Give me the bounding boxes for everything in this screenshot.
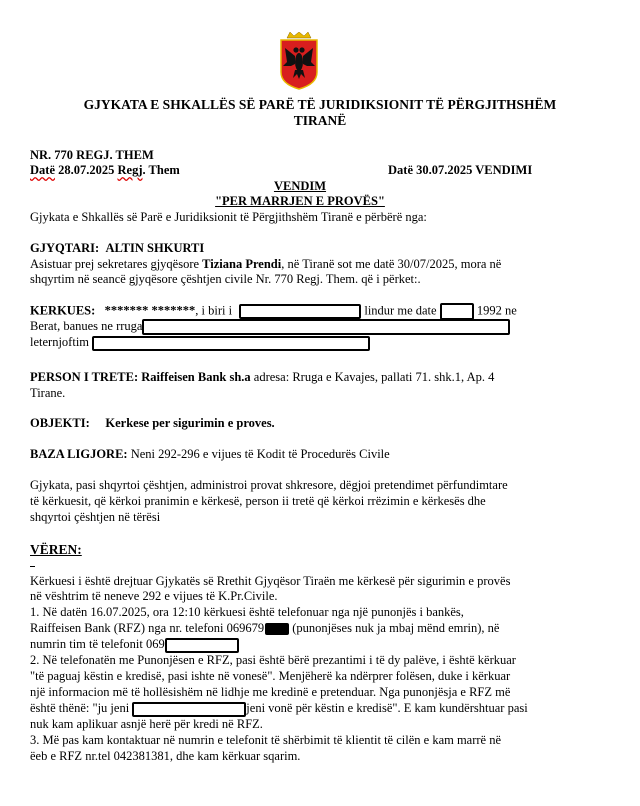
judge-name: ALTIN SHKURTI — [105, 241, 205, 255]
decision-subtitle: "PER MARRJEN E PROVËS" — [215, 194, 385, 208]
decision-date: Datë 30.07.2025 VENDIMI — [388, 163, 533, 177]
third-party-city: Tirane. — [30, 386, 66, 400]
body-p3-line2: ëeb e RFZ nr.tel 042381381, dhe kam kërkuar sqarim. — [30, 749, 301, 763]
body-p1-line3 — [30, 637, 239, 653]
body-p2-line4 — [30, 701, 528, 717]
registration-date — [30, 163, 180, 178]
judge-paragraph-line1 — [30, 257, 501, 272]
redacted-father-name — [239, 304, 361, 319]
bank-phone-text: Raiffeisen Bank (RFZ) nga nr. telefoni 069679 — [30, 621, 265, 635]
court-title-line2: TIRANË — [293, 113, 347, 128]
objekti-value: Kerkese per sigurimin e proves. — [105, 416, 275, 430]
third-party-line1 — [30, 370, 494, 385]
body-p2-line1: 2. Në telefonatën me Punonjësen e RFZ, pasi është bërë prezantimi i të dy palëve, i është kërkuar — [30, 653, 516, 667]
judge-line — [30, 241, 204, 256]
veren-heading: VËREN: — [30, 542, 82, 557]
third-party-label: PERSON I TRETE: — [30, 370, 139, 384]
kerkues-name-masked: ******* ******* — [104, 303, 196, 318]
date-prefix: Datë — [30, 163, 55, 177]
proceedings-line3: shqyrtoi çështjen në tërësi — [30, 510, 161, 524]
body-p2-line2: "të paguaj këstin e kredisë, pasi ishte në vonesë". Menjëherë ka ndërprer folësen, duke i kërkuar — [30, 669, 511, 683]
body-p3-line1: 3. Më pas kam kontaktuar në numrin e telefonit të shërbimit të klientit të cilën e kam marrë në — [30, 733, 502, 747]
secretary-name: Tiziana Prendi — [202, 257, 282, 271]
proceedings-line1: Gjykata, pasi shqyrtoi çështjen, administroi provat shkresore, dëgjoi pretendimet përfundimtare — [30, 478, 508, 492]
legal-basis-value: Neni 292-296 e vijues të Kodit të Procedurës Civile — [127, 447, 390, 461]
redacted-birth-date — [440, 303, 474, 320]
section-marker — [30, 566, 35, 567]
kerkues-line1 — [30, 303, 517, 320]
body-p0-line1: Kërkuesi i është drejtuar Gjykatës së Rrethit Gjyqësor Tiraën me kërkesë për sigurimin e provës — [30, 574, 511, 588]
judge-paragraph-line2: shqyrtim në seancë gjyqësore çështjen civile Nr. 770 Regj. Them. që i përket:. — [30, 272, 421, 286]
regj-word: Regj — [117, 163, 143, 177]
body-p1-line1: 1. Në datën 16.07.2025, ora 12:10 kërkuesi është telefonuar nga një punonjës i bankës, — [30, 605, 464, 619]
body-p0-line2: në vështrim të neneve 292 e vijues të K.Pr.Civile. — [30, 589, 278, 603]
proceedings-line2: të kërkuesit, që kërkoi pranimin e kërkesë, person ii tretë që kërkoi rrëzimin e kërkesës dhe — [30, 494, 486, 508]
date-suffix: . Them — [142, 163, 180, 177]
son-of-text: , i biri i — [195, 303, 233, 318]
body-p2-line3: një informacion më të hollësishëm në lidhje me kredinë e pretenduar. Nga punonjësja e RFZ më — [30, 685, 511, 699]
employee-note: (punonjëses nuk ja mbaj mënd emrin), në — [289, 621, 500, 635]
objekti-label: OBJEKTI: — [30, 416, 90, 430]
objekti-line — [30, 416, 275, 431]
third-party-address: adresa: Rruga e Kavajes, pallati 71. shk.1, Ap. 4 — [250, 370, 495, 384]
intro-text: Gjykata e Shkallës së Parë e Juridiksionit të Përgjithshëm Tiranë e përbërë nga: — [30, 210, 427, 224]
court-title-line1: GJYKATA E SHKALLËS SË PARË TË JURIDIKSIONIT TË PËRGJITHSHËM — [83, 97, 557, 112]
quote-start: është thënë: "ju jeni — [30, 701, 130, 715]
kerkues-label: KERKUES: — [30, 303, 96, 318]
redacted-id-number — [92, 336, 370, 351]
legal-basis-label: BAZA LIGJORE: — [30, 447, 128, 461]
judge-date-text: , në Tiranë sot me datë 30/07/2025, mora në — [281, 257, 502, 271]
kerkues-line3 — [30, 335, 370, 351]
born-text: lindur me date — [364, 303, 437, 318]
albania-coat-of-arms-icon — [279, 32, 319, 90]
third-party-name: Raiffeisen Bank sh.a — [141, 370, 251, 384]
redacted-my-phone — [165, 638, 239, 653]
kerkues-line2 — [30, 319, 510, 335]
legal-basis-line — [30, 447, 390, 462]
body-p1-line2 — [30, 621, 499, 636]
quote-end: jeni vonë për këstin e kredisë". E kam kundërshtuar pasi — [246, 701, 528, 715]
id-card-text: leternjoftim — [30, 335, 90, 349]
case-number: NR. 770 REGJ. THEM — [30, 148, 154, 162]
court-title — [0, 97, 640, 129]
redacted-quote-name — [132, 702, 246, 717]
assisted-text: Asistuar prej sekretares gjyqësore — [30, 257, 203, 271]
residence-text: Berat, banues ne rruga — [30, 319, 143, 333]
birth-year-text: 1992 ne — [476, 303, 517, 318]
redacted-address — [142, 319, 510, 335]
date-value: 28.07.2025 — [55, 163, 118, 177]
body-p2-line5: nuk kam aplikuar asnjë herë për kredi në RFZ. — [30, 717, 263, 731]
redacted-phone-suffix — [265, 623, 289, 635]
judge-label: GJYQTARI: — [30, 241, 100, 255]
my-phone-text: numrin tim të telefonit 069 — [30, 637, 165, 651]
decision-title: VENDIM — [273, 179, 327, 193]
